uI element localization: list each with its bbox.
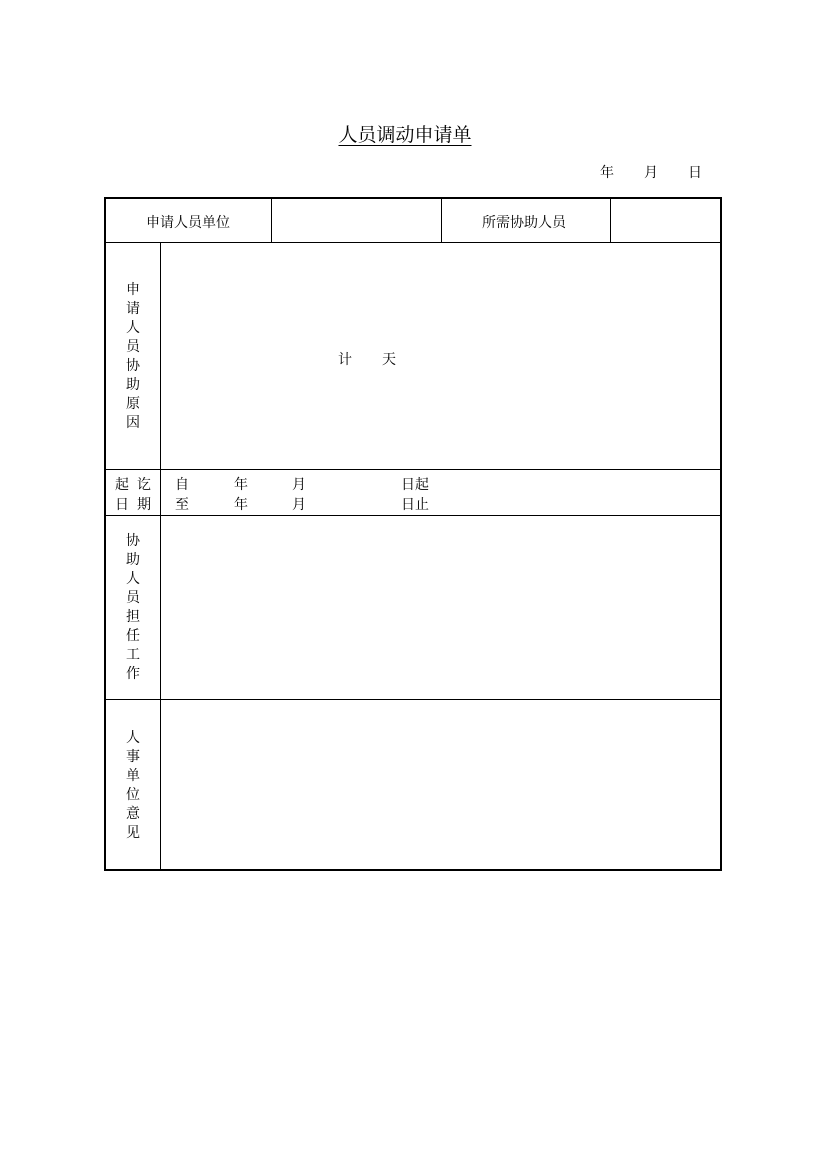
reason-label-char: 因 — [126, 415, 140, 431]
hr-opinion-label-char: 单 — [126, 768, 140, 784]
application-form-table — [104, 197, 722, 871]
duty-label-char: 工 — [126, 647, 140, 663]
from-year-label: 年 — [234, 477, 248, 493]
applicant-unit-field[interactable] — [272, 199, 441, 242]
from-prefix: 自 — [175, 477, 189, 493]
hr-opinion-label-char: 位 — [126, 787, 140, 803]
hr-opinion-label-char: 人 — [126, 730, 140, 746]
hr-opinion-label-char: 意 — [126, 806, 140, 822]
from-suffix: 日起 — [401, 477, 429, 493]
duty-label-char: 担 — [126, 609, 140, 625]
column-divider — [441, 199, 442, 242]
period-label-char-3: 日 — [115, 497, 129, 513]
from-month-label: 月 — [292, 477, 306, 493]
hr-opinion-label — [123, 729, 143, 843]
period-label-char-4: 期 — [137, 497, 151, 513]
duty-label-char: 协 — [126, 533, 140, 549]
reason-label-char: 申 — [126, 282, 140, 298]
date-year-label: 年 — [600, 165, 614, 181]
applicant-unit-label: 申请人员单位 — [146, 215, 230, 231]
to-prefix: 至 — [175, 497, 189, 513]
reason-label-char: 人 — [126, 320, 140, 336]
period-label-char-2: 讫 — [137, 477, 151, 493]
hr-opinion-field[interactable] — [161, 700, 720, 869]
reason-label-char: 协 — [126, 358, 140, 374]
duty-label-char: 员 — [126, 590, 140, 606]
assist-staff-field[interactable] — [611, 199, 720, 242]
reason-label — [123, 281, 143, 433]
to-suffix: 日止 — [401, 497, 429, 513]
reason-label-char: 员 — [126, 339, 140, 355]
days-label: 天 — [382, 352, 396, 368]
hr-opinion-label-char: 见 — [126, 825, 140, 841]
duty-label — [123, 532, 143, 684]
assist-staff-label: 所需协助人员 — [482, 215, 566, 231]
duty-label-char: 助 — [126, 552, 140, 568]
reason-label-char: 助 — [126, 377, 140, 393]
hr-opinion-label-char: 事 — [126, 749, 140, 765]
count-label: 计 — [338, 352, 352, 368]
reason-label-char: 原 — [126, 396, 140, 412]
duty-field[interactable] — [161, 516, 720, 699]
form-title: 人员调动申请单 — [338, 124, 472, 146]
duty-label-char: 任 — [126, 628, 140, 644]
period-label-char-1: 起 — [115, 477, 129, 493]
date-day-label: 日 — [688, 165, 702, 181]
to-year-label: 年 — [234, 497, 248, 513]
reason-field[interactable] — [161, 243, 720, 469]
duty-label-char: 作 — [126, 666, 140, 682]
reason-label-char: 请 — [126, 301, 140, 317]
duty-label-char: 人 — [126, 571, 140, 587]
date-month-label: 月 — [644, 165, 658, 181]
to-month-label: 月 — [292, 497, 306, 513]
